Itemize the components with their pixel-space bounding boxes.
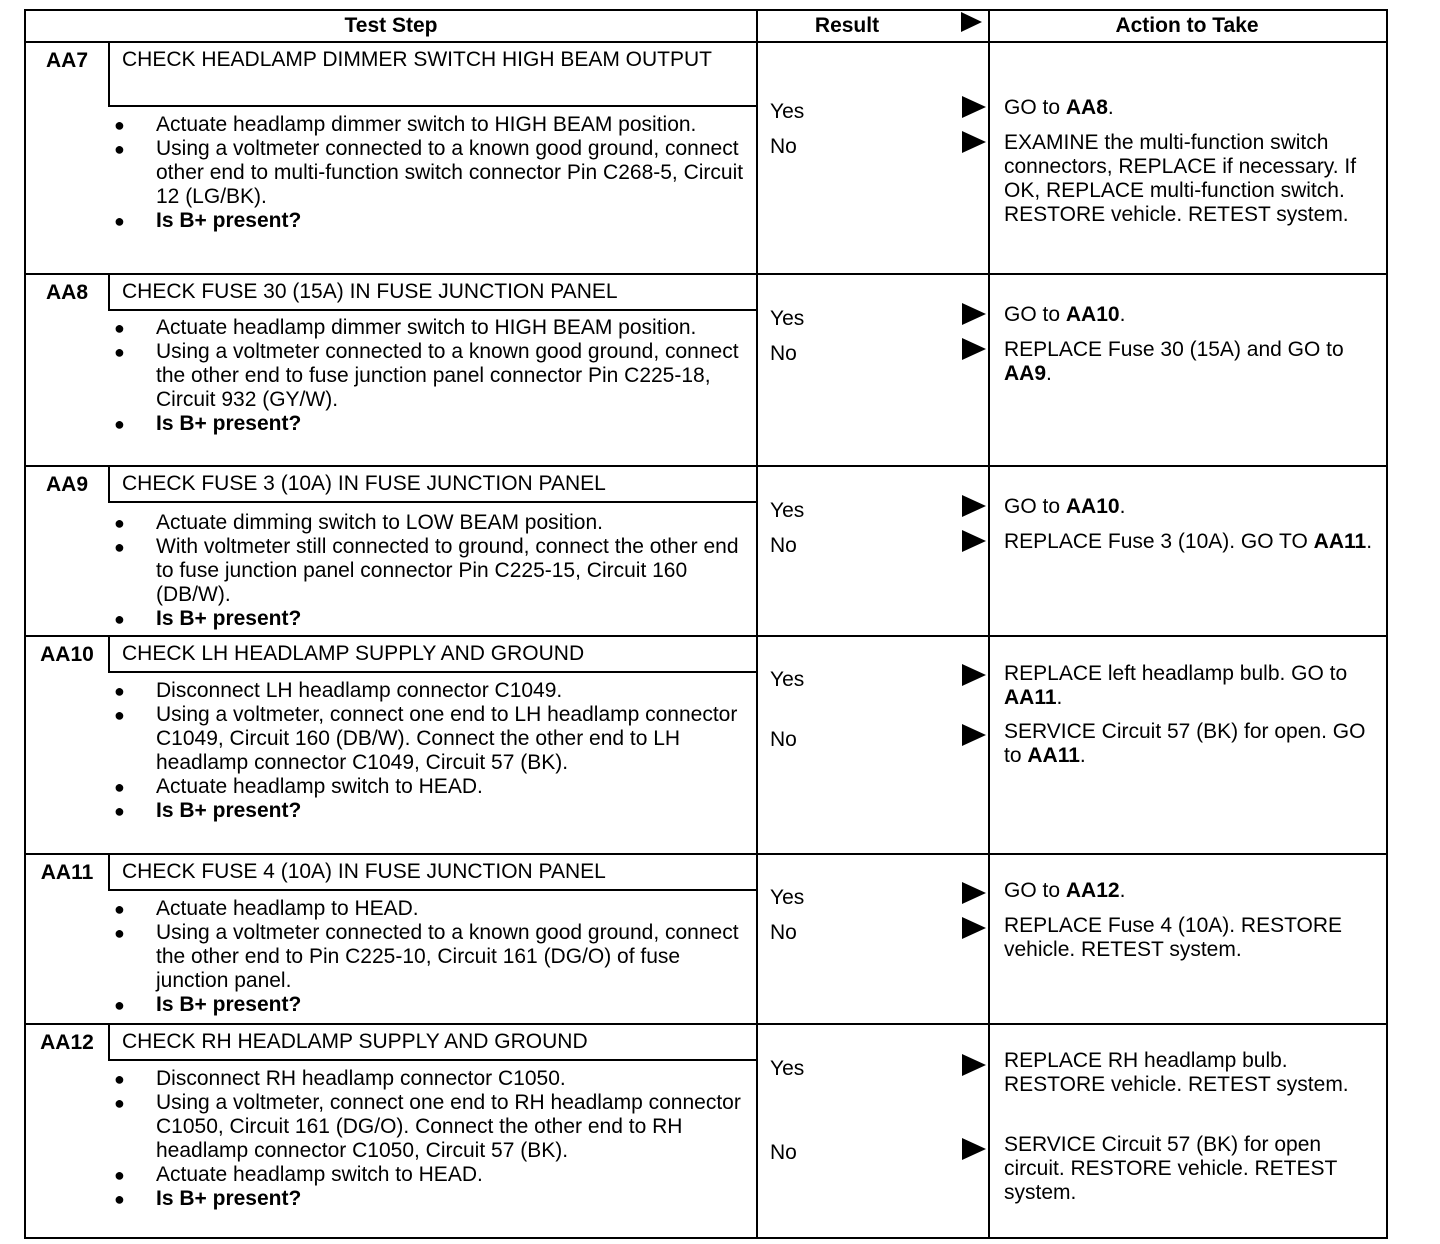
step-id: AA10 (40, 643, 94, 666)
action-text: REPLACE left headlamp bulb. GO to (1004, 662, 1348, 685)
arrow-right-icon (962, 664, 986, 686)
step-row-aa9 (26, 467, 1386, 637)
arrow-right-icon (962, 1054, 986, 1076)
procedure-item: ● Actuate dimming switch to LOW BEAM position. (108, 511, 748, 535)
procedure-item: ● Using a voltmeter, connect one end to RH headlamp connector C1050, Circuit 161 (DG/O). Connect the other end to RH headlamp connector C1050, Circuit 57 (BK). (108, 1091, 748, 1163)
result-label-no: No (770, 534, 797, 557)
result-label-no: No (770, 135, 797, 158)
header-arrow-icon (961, 12, 982, 32)
procedure-list (108, 897, 748, 1017)
action-text-end: . (1079, 744, 1086, 767)
step-title: CHECK FUSE 3 (10A) IN FUSE JUNCTION PANEL (108, 467, 756, 503)
action-text: REPLACE Fuse 30 (15A) and GO to (1004, 338, 1344, 361)
result-label-yes: Yes (770, 886, 805, 909)
procedure-item: ● Using a voltmeter connected to a known good ground, connect other end to multi-function switch connector Pin C268-5, Circuit 12 (LG/BK). (108, 137, 748, 209)
step-row-aa8 (26, 275, 1386, 467)
arrow-right-icon (962, 1138, 986, 1160)
action-text-no (1004, 1133, 1386, 1205)
step-reference: AA10 (1065, 495, 1120, 518)
action-text-yes (1004, 879, 1386, 903)
step-id: AA8 (45, 281, 88, 304)
procedure-item: ● With voltmeter still connected to ground, connect the other end to fuse junction panel connector Pin C225-15, Circuit 160 (DB/W). (108, 535, 748, 607)
result-label-no: No (770, 921, 797, 944)
procedure-question: ● Is B+ present? (108, 412, 748, 436)
step-title: CHECK FUSE 30 (15A) IN FUSE JUNCTION PANEL (108, 275, 756, 311)
action-text-yes (1004, 495, 1386, 519)
step-reference: AA11 (1027, 744, 1080, 767)
arrow-right-icon (962, 338, 986, 360)
arrow-right-icon (962, 530, 986, 552)
procedure-list (108, 113, 748, 233)
procedure-item: ● Using a voltmeter, connect one end to LH headlamp connector C1049, Circuit 160 (DB/W). Connect the other end to LH headlamp connector C1049, Circuit 57 (BK). (108, 703, 748, 775)
action-text: SERVICE Circuit 57 (BK) for open circuit. RESTORE vehicle. RETEST system. (1004, 1133, 1337, 1204)
header-action: Action to Take (988, 11, 1386, 43)
action-text-no (1004, 338, 1386, 386)
procedure-item: ● Disconnect LH headlamp connector C1049. (108, 679, 748, 703)
step-reference: AA11 (1313, 530, 1367, 553)
action-text-end: . (1046, 362, 1052, 385)
procedure-question: ● Is B+ present? (108, 1187, 748, 1211)
action-text-end: . (1056, 686, 1063, 709)
action-text: REPLACE RH headlamp bulb. RESTORE vehicle. RETEST system. (1004, 1049, 1349, 1096)
diagnostic-table (24, 9, 1388, 1239)
action-text-end: . (1119, 879, 1126, 902)
action-text: GO to (1004, 303, 1066, 326)
procedure-question: ● Is B+ present? (108, 607, 748, 631)
action-text-yes (1004, 1049, 1386, 1097)
step-id: AA11 (40, 861, 94, 884)
arrow-right-icon (962, 303, 986, 325)
procedure-item: ● Actuate headlamp dimmer switch to HIGH BEAM position. (108, 113, 748, 137)
step-row-aa7 (26, 43, 1386, 275)
action-text-no (1004, 720, 1386, 768)
procedure-item: ● Actuate headlamp switch to HEAD. (108, 775, 748, 799)
action-text-yes (1004, 96, 1386, 120)
action-text-yes (1004, 303, 1386, 327)
action-text: GO to (1004, 495, 1066, 518)
result-label-yes: Yes (770, 1057, 805, 1080)
result-label-no: No (770, 728, 797, 751)
result-label-yes: Yes (770, 668, 805, 691)
action-text: EXAMINE the multi-function switch connectors, REPLACE if necessary. If OK, REPLACE multi-function switch. RESTORE vehicle. RETEST system. (1004, 131, 1357, 226)
procedure-item: ● Actuate headlamp to HEAD. (108, 897, 748, 921)
result-label-no: No (770, 1141, 797, 1164)
step-reference: AA11 (1004, 686, 1057, 709)
result-label-no: No (770, 342, 797, 365)
divider-result (756, 11, 758, 1237)
arrow-right-icon (962, 724, 986, 746)
arrow-right-icon (962, 882, 986, 904)
step-title: CHECK RH HEADLAMP SUPPLY AND GROUND (108, 1025, 756, 1061)
action-text-end: . (1366, 530, 1373, 553)
procedure-list (108, 511, 748, 631)
header-test-step: Test Step (26, 11, 756, 43)
procedure-item: ● Using a voltmeter connected to a known good ground, connect the other end to fuse junction panel connector Pin C225-18, Circuit 932 (GY/W). (108, 340, 748, 412)
action-text: GO to (1004, 879, 1066, 902)
arrow-right-icon (962, 917, 986, 939)
step-title: CHECK HEADLAMP DIMMER SWITCH HIGH BEAM OUTPUT (108, 43, 756, 107)
step-id: AA12 (40, 1031, 94, 1054)
result-label-yes: Yes (770, 499, 805, 522)
step-reference: AA10 (1065, 303, 1120, 326)
action-text-no (1004, 131, 1386, 227)
action-text-end: . (1119, 495, 1126, 518)
action-text: SERVICE Circuit 57 (BK) for open. GO to (1004, 720, 1366, 767)
step-row-aa12 (26, 1025, 1386, 1241)
arrow-right-icon (962, 495, 986, 517)
step-id: AA9 (45, 473, 88, 496)
result-label-yes: Yes (770, 307, 805, 330)
action-text-end: . (1119, 303, 1126, 326)
action-text-no (1004, 530, 1386, 554)
action-text-yes (1004, 662, 1386, 710)
step-title: CHECK LH HEADLAMP SUPPLY AND GROUND (108, 637, 756, 673)
action-text-no (1004, 914, 1386, 962)
procedure-item: ● Using a voltmeter connected to a known good ground, connect the other end to Pin C225-10, Circuit 161 (DG/O) of fuse junction panel. (108, 921, 748, 993)
step-id: AA7 (45, 49, 88, 72)
procedure-list (108, 679, 748, 823)
step-reference: AA8 (1065, 96, 1108, 119)
divider-action (988, 11, 990, 1237)
step-reference: AA12 (1065, 879, 1120, 902)
action-text: REPLACE Fuse 4 (10A). RESTORE vehicle. RETEST system. (1004, 914, 1343, 961)
step-reference: AA9 (1004, 362, 1047, 385)
procedure-question: ● Is B+ present? (108, 993, 748, 1017)
header-result-label: Result (814, 14, 880, 37)
step-row-aa11 (26, 855, 1386, 1025)
procedure-item: ● Actuate headlamp dimmer switch to HIGH BEAM position. (108, 316, 748, 340)
arrow-right-icon (962, 131, 986, 153)
action-text: GO to (1004, 96, 1066, 119)
procedure-list (108, 1067, 748, 1211)
header-result (756, 11, 988, 43)
procedure-item: ● Actuate headlamp switch to HEAD. (108, 1163, 748, 1187)
action-text: REPLACE Fuse 3 (10A). GO TO (1004, 530, 1314, 553)
step-row-aa10 (26, 637, 1386, 855)
procedure-question: ● Is B+ present? (108, 799, 748, 823)
procedure-question: ● Is B+ present? (108, 209, 748, 233)
result-label-yes: Yes (770, 100, 805, 123)
procedure-item: ● Disconnect RH headlamp connector C1050. (108, 1067, 748, 1091)
action-text-end: . (1107, 96, 1114, 119)
arrow-right-icon (962, 96, 986, 118)
step-title: CHECK FUSE 4 (10A) IN FUSE JUNCTION PANEL (108, 855, 756, 891)
procedure-list (108, 316, 748, 436)
